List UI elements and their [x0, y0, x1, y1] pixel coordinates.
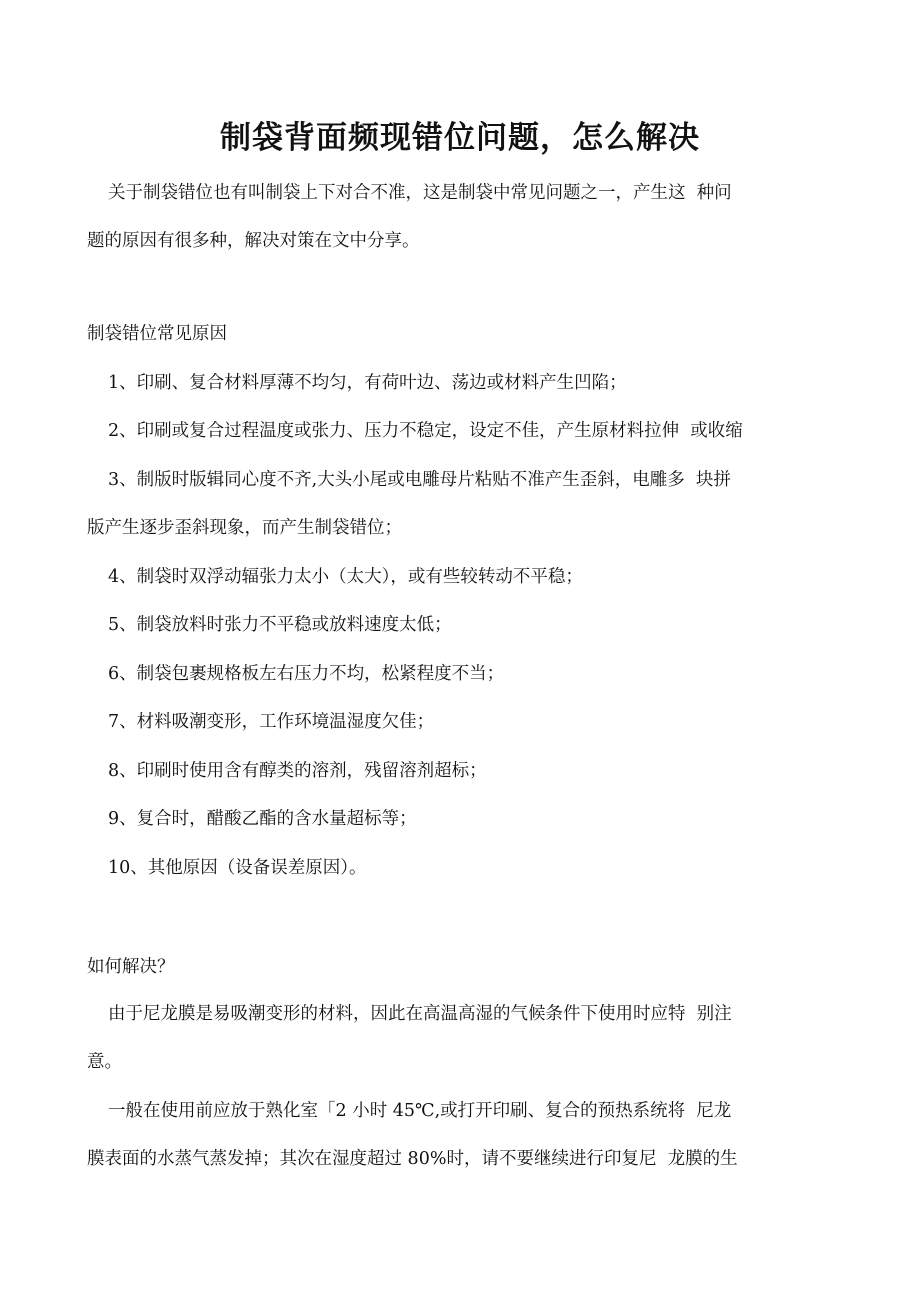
solution-paragraph-2-line-2: 膜表面的水蒸气蒸发掉；其次在湿度超过 80%时，请不要继续进行印复尼 龙膜的生 [87, 1149, 738, 1169]
solution-paragraph-1-line-1: 由于尼龙膜是易吸潮变形的材料，因此在高温高湿的气候条件下使用时应特 别注 [108, 1004, 732, 1024]
cause-item-1: 1、印刷、复合材料厚薄不均匀，有荷叶边、荡边或材料产生凹陷； [108, 373, 627, 393]
intro-line-1: 关于制袋错位也有叫制袋上下对合不准，这是制袋中常见问题之一，产生这 种问 [108, 183, 732, 203]
solution-paragraph-1-line-2: 意。 [87, 1052, 122, 1072]
cause-item-6: 6、制袋包裹规格板左右压力不均，松紧程度不当； [108, 664, 505, 684]
cause-item-8: 8、印刷时使用含有醇类的溶剂，残留溶剂超标； [108, 761, 487, 781]
cause-item-4: 4、制袋时双浮动辐张力太小（太大），或有些较转动不平稳； [108, 567, 583, 587]
cause-item-10: 10、其他原因（设备误差原因）。 [108, 858, 367, 878]
cause-item-2: 2、印刷或复合过程温度或张力、压力不稳定，设定不佳，产生原材料拉伸 或收缩 [108, 421, 743, 441]
intro-line-2: 题的原因有很多种，解决对策在文中分享。 [87, 231, 420, 251]
causes-heading: 制袋错位常见原因 [87, 324, 227, 344]
solution-paragraph-2-line-1: 一般在使用前应放于熟化室「2 小时 45℃,或打开印刷、复合的预热系统将 尼龙 [108, 1101, 732, 1121]
solution-heading: 如何解决？ [87, 957, 175, 977]
cause-item-7: 7、材料吸潮变形，工作环境温湿度欠佳； [108, 712, 435, 732]
page-title: 制袋背面频现错位问题，怎么解决 [220, 120, 700, 156]
cause-item-9: 9、复合时，醋酸乙酯的含水量超标等； [108, 809, 417, 829]
cause-item-3: 3、制版时版辑同心度不齐,大头小尾或电雕母片粘贴不准产生歪斜，电雕多 块拼 [108, 470, 731, 490]
cause-item-3-continued: 版产生逐步歪斜现象，而产生制袋错位； [87, 518, 402, 538]
cause-item-5: 5、制袋放料时张力不平稳或放料速度太低； [108, 615, 452, 635]
